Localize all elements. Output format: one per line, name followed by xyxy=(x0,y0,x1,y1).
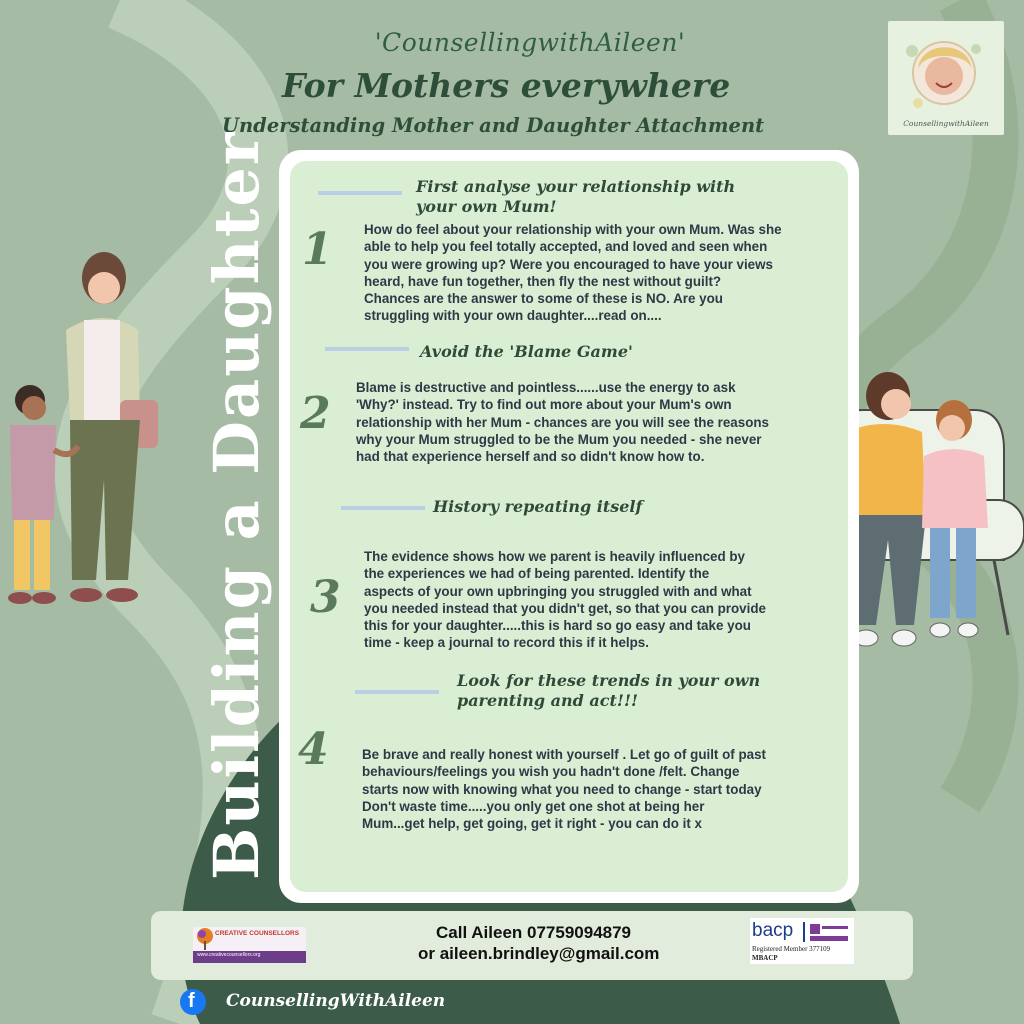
step-1-body-line-6: struggling with your own daughter....read on.... xyxy=(364,308,662,324)
step-2-body xyxy=(356,379,769,465)
creative-counsellors-title: CREATIVE COUNSELLORS xyxy=(215,930,300,937)
step-4-body-line-2: behaviours/feelings you wish you hadn't done /felt. Change xyxy=(362,764,740,780)
step-2-heading xyxy=(420,342,633,362)
step-2-body-line-1: Blame is destructive and pointless......use the energy to ask xyxy=(356,380,736,395)
facebook-icon[interactable] xyxy=(180,989,206,1015)
step-1-heading-line-2: your own Mum! xyxy=(416,197,557,216)
step-1-number: 1 xyxy=(302,224,333,275)
step-1-heading-line-1: First analyse your relationship with xyxy=(416,177,736,196)
step-2-number: 2 xyxy=(300,388,331,439)
step-3-body-line-6: time - keep a journal to record this if it helps. xyxy=(364,635,649,651)
step-4-body-line-4: Don't waste time.....you only get one shot at being her xyxy=(362,798,705,814)
step-4-body xyxy=(362,746,766,832)
step-4-body-line-5: Mum...get help, get going, get it right - you can do it x xyxy=(362,816,702,832)
step-3-body xyxy=(364,548,766,652)
profile-logo xyxy=(888,21,1004,135)
logo-caption: CounsellingwithAileen xyxy=(903,119,989,128)
step-2-accent-line xyxy=(325,347,409,351)
mother-child-illustration xyxy=(0,250,210,640)
facebook-f-glyph: f xyxy=(188,990,195,1012)
tree-icon xyxy=(195,927,215,951)
profile-photo-logo xyxy=(888,21,1004,121)
creative-counsellors-band xyxy=(193,951,306,963)
step-2-body-line-3: relationship with her Mum - chances are you will see the reasons xyxy=(356,414,769,430)
step-3-body-line-2: the experiences we had of being parented. Identify the xyxy=(364,566,710,582)
step-1-body-line-4: heard, have fun together, then fly the nest without guilt? xyxy=(364,273,722,289)
phone-line: Call Aileen 07759094879 xyxy=(436,923,632,942)
email-line[interactable]: or aileen.brindley@gmail.com xyxy=(418,944,660,963)
step-2-body-line-2: 'Why?' instead. Try to find out more about your Mum's own xyxy=(356,397,732,413)
step-3-heading xyxy=(433,497,642,517)
step-2-body-line-4: why your Mum struggled to be the Mum you needed - she never xyxy=(356,431,762,447)
step-4-number: 4 xyxy=(298,724,329,775)
step-4-body-line-1: Be brave and really honest with yourself . Let go of guilt of past xyxy=(362,747,767,762)
step-1-body-line-5: Chances are the answer to some of these is NO. Are you xyxy=(364,291,723,307)
step-4-body-line-3: starts now with knowing what you need to change - start today xyxy=(362,781,762,797)
step-3-number: 3 xyxy=(310,572,341,623)
step-3-body-line-4: you needed instead that you didn't get, so that you can provide xyxy=(364,600,766,616)
step-1-body-line-3: you were growing up? Were you encouraged to have your views xyxy=(364,256,773,272)
brand-script: 'CounsellingwithAileen' xyxy=(374,28,686,57)
page-title: For Mothers everywhere xyxy=(282,66,731,105)
step-1-body-line-1: How do feel about your relationship with your own Mum. Was she xyxy=(364,222,782,237)
bacp-wordmark: bacp xyxy=(752,920,794,941)
step-3-body-line-3: aspects of your own upbringing you struggled with and what xyxy=(364,583,752,599)
bacp-mbacp: MBACP xyxy=(752,954,778,962)
facebook-handle[interactable]: CounsellingWithAileen xyxy=(226,991,446,1011)
creative-counsellors-url: www.creativecounsellors.org xyxy=(197,952,261,958)
creative-counsellors-logo xyxy=(193,927,306,963)
step-1-accent-line xyxy=(318,191,402,195)
step-3-accent-line xyxy=(341,506,425,510)
bacp-logo xyxy=(750,918,854,964)
accredited-register-icon xyxy=(802,922,850,942)
step-1-body xyxy=(364,221,782,325)
step-4-accent-line xyxy=(355,690,439,694)
step-2-body-line-5: had that experience herself and so didn't know how to. xyxy=(356,449,705,465)
step-4-heading-line-1: Look for these trends in your own xyxy=(457,671,761,690)
step-4-heading-line-2: parenting and act!!! xyxy=(457,691,638,710)
page-subtitle: Understanding Mother and Daughter Attachment xyxy=(222,114,765,137)
step-4-heading xyxy=(457,671,760,711)
step-1-heading xyxy=(416,177,735,217)
vertical-title: Building a Daughter xyxy=(200,130,273,880)
step-2-heading-line-1: Avoid the 'Blame Game' xyxy=(420,342,633,361)
step-1-body-line-2: able to help you feel totally accepted, and loved and seen when xyxy=(364,239,768,255)
step-3-body-line-1: The evidence shows how we parent is heavily influenced by xyxy=(364,549,745,564)
bacp-registered-member: Registered Member 377109 xyxy=(752,945,831,953)
step-3-heading-line-1: History repeating itself xyxy=(433,497,643,516)
step-3-body-line-5: this for your daughter.....this is hard so go easy and take you xyxy=(364,618,751,634)
